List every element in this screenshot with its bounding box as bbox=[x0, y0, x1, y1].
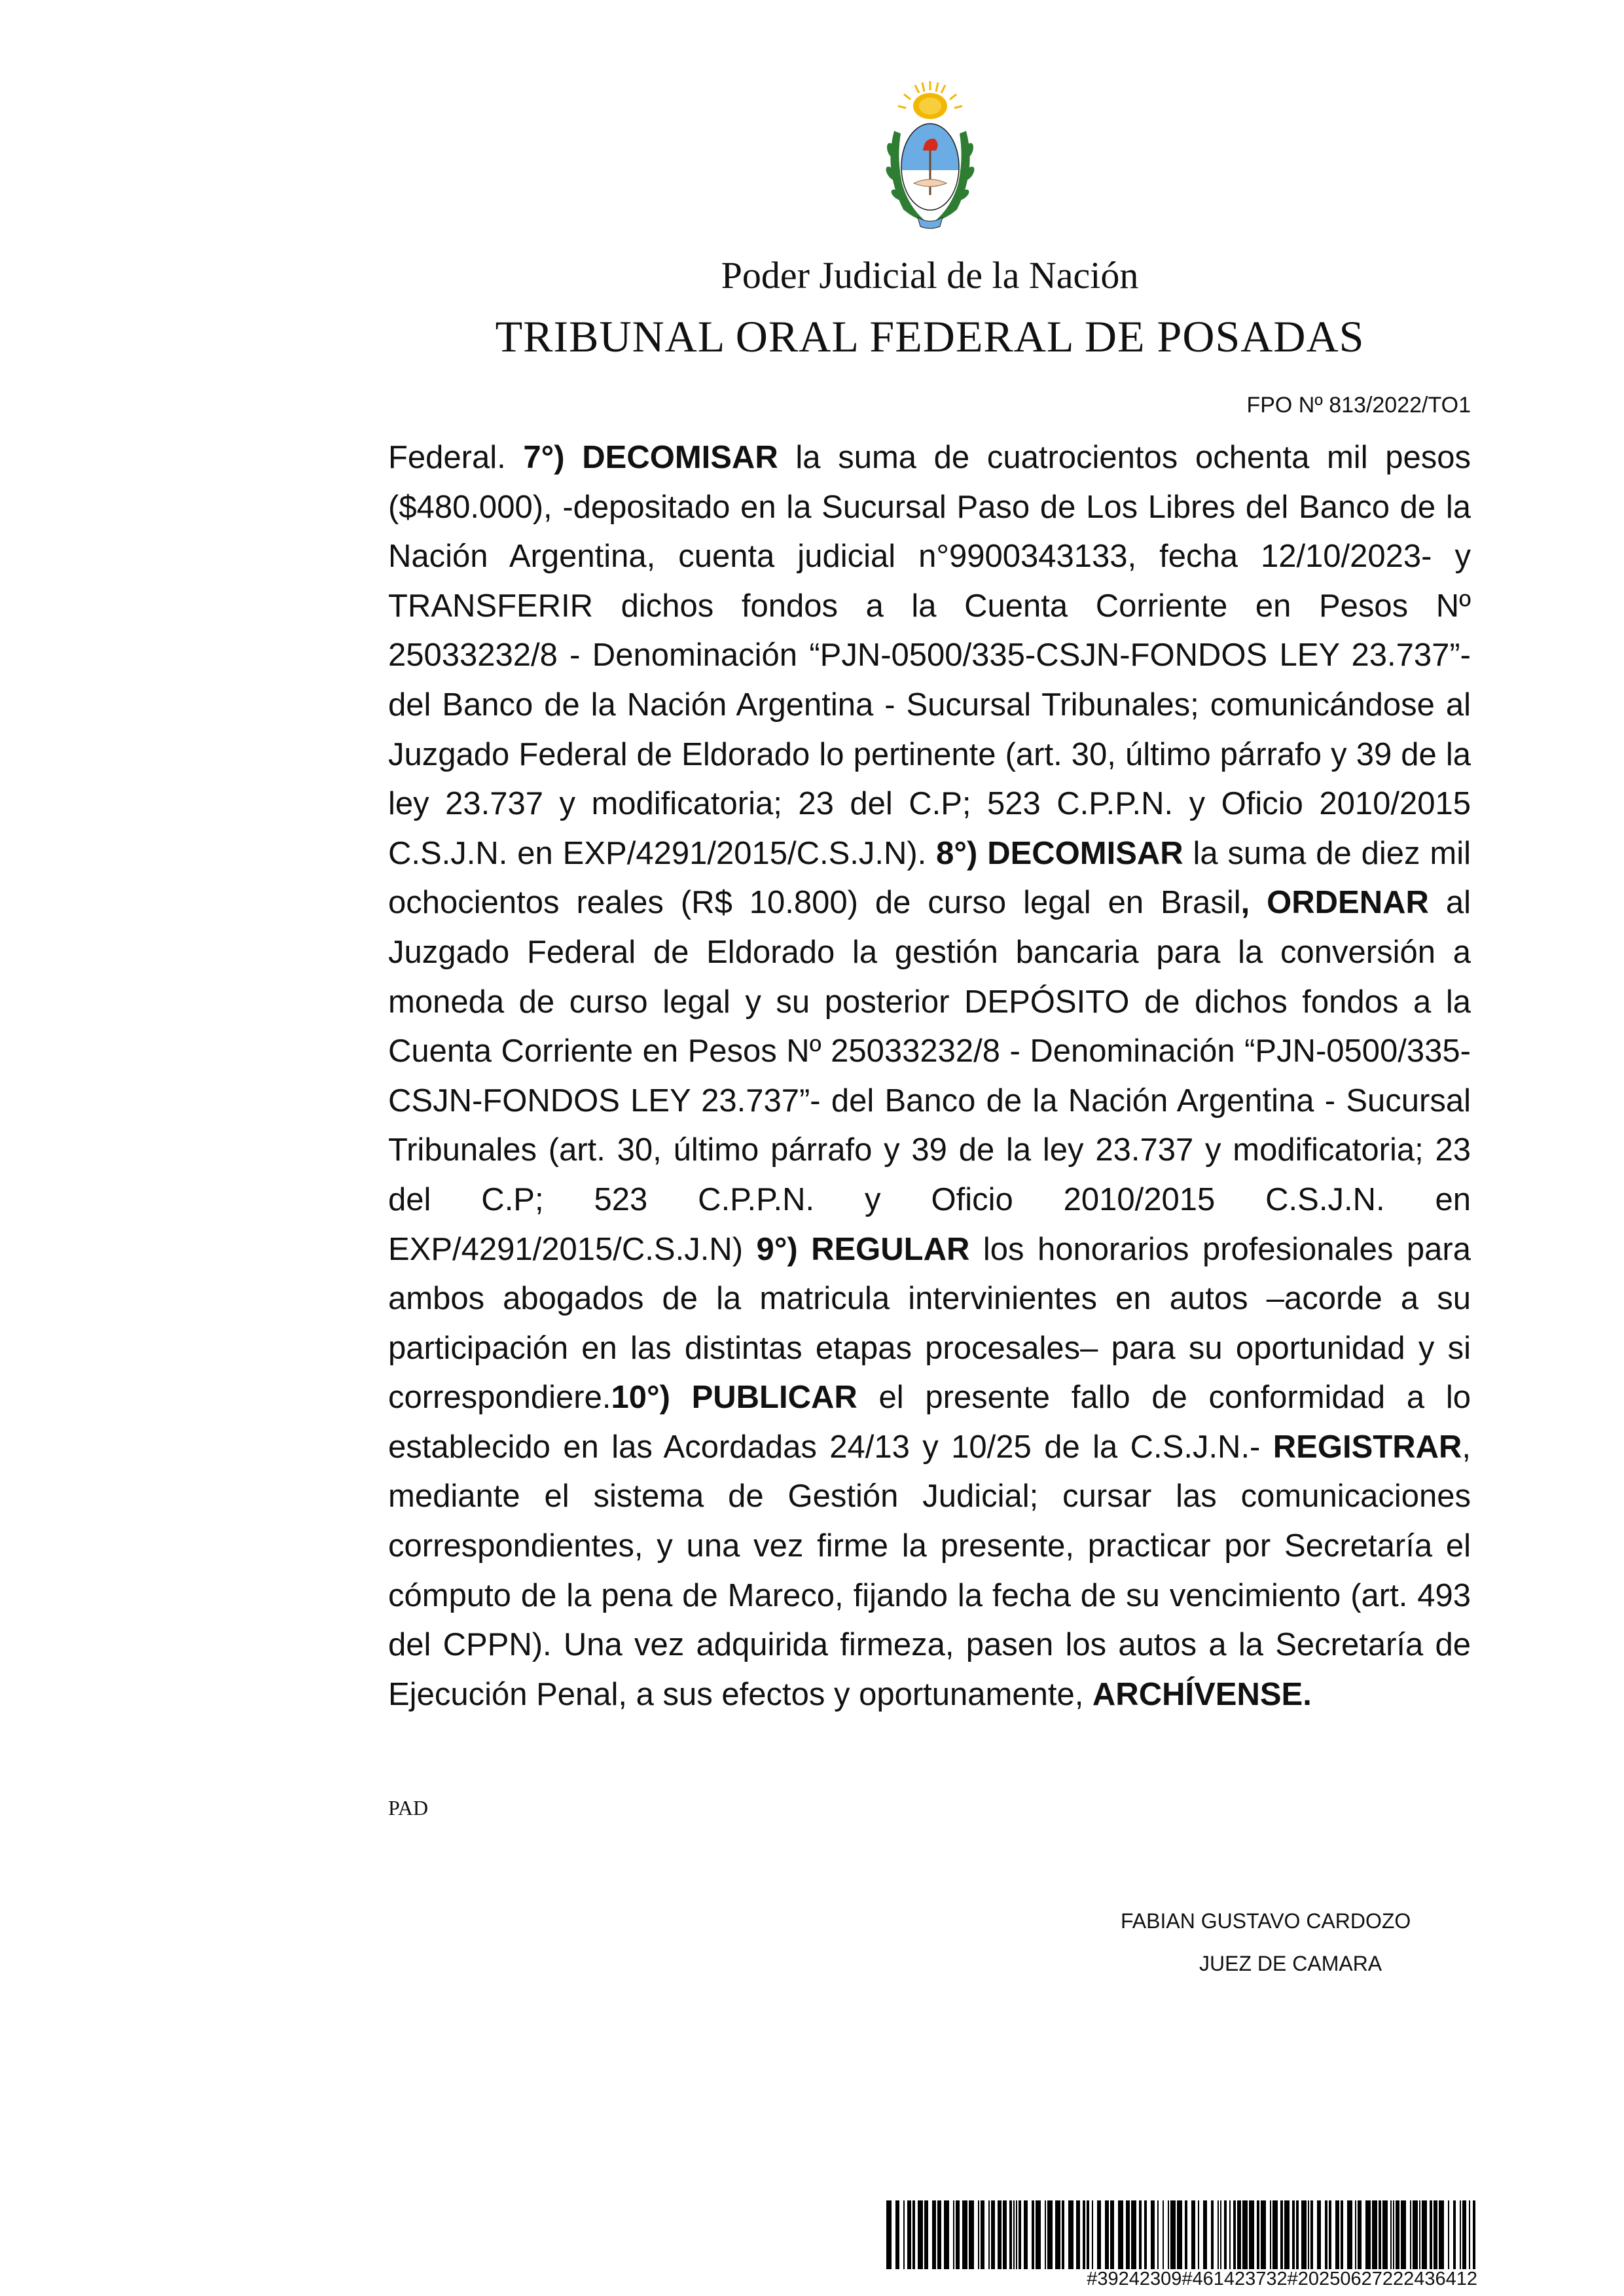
barcode-bar bbox=[1224, 2200, 1227, 2269]
institution-title: Poder Judicial de la Nación bbox=[721, 254, 1139, 296]
barcode-bar bbox=[1203, 2200, 1207, 2269]
barcode-bar bbox=[907, 2200, 911, 2269]
barcode-bar bbox=[1382, 2200, 1388, 2269]
barcode-bar bbox=[1045, 2200, 1046, 2269]
barcode-bar bbox=[944, 2200, 949, 2269]
coat-of-arms-icon bbox=[875, 79, 986, 236]
barcode-bar bbox=[1292, 2200, 1295, 2269]
barcode-bar bbox=[1144, 2200, 1147, 2269]
barcode-bar bbox=[886, 2200, 892, 2269]
barcode-bar bbox=[1055, 2200, 1060, 2269]
barcode-bar bbox=[1460, 2200, 1461, 2269]
barcode-bar bbox=[1396, 2200, 1399, 2269]
barcode-bar bbox=[1393, 2200, 1394, 2269]
resolution-paragraph bbox=[388, 433, 1471, 1719]
barcode-bar bbox=[1280, 2200, 1283, 2269]
barcode-bar bbox=[1325, 2200, 1327, 2269]
barcode-bar bbox=[1301, 2200, 1307, 2269]
barcode-bar bbox=[1296, 2200, 1299, 2269]
barcode-bar bbox=[1272, 2200, 1278, 2269]
barcode-bar bbox=[953, 2200, 954, 2269]
barcode-bar bbox=[1335, 2200, 1339, 2269]
author-initials: PAD bbox=[388, 1796, 429, 1820]
barcode-bar bbox=[1410, 2200, 1411, 2269]
barcode-bar bbox=[1379, 2200, 1381, 2269]
barcode-bar bbox=[895, 2200, 899, 2269]
barcode-bar bbox=[1185, 2200, 1187, 2269]
text-run-bold: 8°) DECOMISAR bbox=[936, 835, 1183, 871]
barcode-bar bbox=[1076, 2200, 1080, 2269]
barcode-bar bbox=[1139, 2200, 1142, 2269]
signer-role: JUEZ DE CAMARA bbox=[1199, 1952, 1382, 1975]
text-run: la suma de cuatrocientos ochenta mil pesos ($480.000), -depositado en la Sucursal Paso de Los Libres del Banco de la Nación Argentina, cuenta judicial n°9900343133, fecha 12/10/2023- y TRANSFERIR dichos fondos a la Cuenta Corriente en Pesos Nº 25033232/8 - Denominación “PJN-0500/335-CSJN-FONDOS LEY 23.737”- del Banco de la Nación Argentina - Sucursal Tribunales; comunicándose al Juzgado Federal de Eldorado lo pertinente (art. 30, último párrafo y 39 de la ley 23.737 y modificatoria; 23 del C.P; 523 C.P.P.N. y Oficio 2010/2015 C.S.J.N. en EXP/4291/2015/C.S.J.N). bbox=[388, 440, 1471, 871]
signer-name: FABIAN GUSTAVO CARDOZO bbox=[1121, 1909, 1411, 1933]
barcode-bar bbox=[1237, 2200, 1241, 2269]
barcode-bar bbox=[918, 2200, 923, 2269]
barcode-bar bbox=[1242, 2200, 1248, 2269]
barcode-bar bbox=[1419, 2200, 1420, 2269]
text-run: el presente fallo de conformidad a lo establecido en las Acordadas 24/13 y 10/25 de la C.S.J.N.- bbox=[388, 1380, 1471, 1465]
barcode-bar bbox=[1177, 2200, 1182, 2269]
barcode-bar bbox=[1163, 2200, 1164, 2269]
barcode-bar bbox=[998, 2200, 1001, 2269]
barcode-bar bbox=[1462, 2200, 1466, 2269]
barcode-bar bbox=[924, 2200, 928, 2269]
barcode-bar bbox=[1390, 2200, 1392, 2269]
court-title: TRIBUNAL ORAL FEDERAL DE POSADAS bbox=[495, 312, 1365, 361]
barcode-bar bbox=[962, 2200, 967, 2269]
barcode-bar bbox=[1358, 2200, 1362, 2269]
barcode-bar bbox=[988, 2200, 990, 2269]
barcode-bar bbox=[1249, 2200, 1254, 2269]
barcode-bar bbox=[1003, 2200, 1007, 2269]
text-run-bold: REGISTRAR bbox=[1272, 1429, 1462, 1465]
barcode-bar bbox=[1473, 2200, 1475, 2269]
barcode-bar bbox=[1013, 2200, 1015, 2269]
barcode-bar bbox=[1131, 2200, 1136, 2269]
barcode-bar bbox=[1083, 2200, 1085, 2269]
barcode-bar bbox=[1198, 2200, 1199, 2269]
barcode-bar bbox=[1024, 2200, 1028, 2269]
text-run: , mediante el sistema de Gestión Judicial; cursar las comunicaciones correspondientes, y una vez firme la presente, practicar por Secretaría el cómputo de la pena de Mareco, fijando la fecha de su vencimiento (art. 493 del CPPN). Una vez adquirida firmeza, pasen los autos a la Secretaría de Ejecución Penal, a sus efectos y oportunamente, bbox=[388, 1429, 1471, 1712]
text-run-bold: ARCHÍVENSE. bbox=[1092, 1676, 1312, 1712]
barcode-bar bbox=[1016, 2200, 1017, 2269]
barcode-bar bbox=[1413, 2200, 1418, 2269]
barcode-bar bbox=[1036, 2200, 1041, 2269]
ribbon-icon bbox=[918, 217, 943, 228]
text-run: los honorarios profesionales para ambos abogados de la matricula intervinientes en autos –acorde a su participación en las distintas etapas procesales– para su oportunidad y si correspondiere. bbox=[388, 1231, 1471, 1416]
barcode-bar bbox=[1261, 2200, 1266, 2269]
barcode-bar bbox=[932, 2200, 936, 2269]
barcode-bar bbox=[1126, 2200, 1130, 2269]
text-run-bold: 7°) DECOMISAR bbox=[523, 440, 778, 475]
barcode-bar bbox=[1220, 2200, 1221, 2269]
barcode-bar bbox=[1168, 2200, 1169, 2269]
barcode-bar bbox=[1092, 2200, 1093, 2269]
barcode-bar bbox=[937, 2200, 941, 2269]
barcode-bar bbox=[1448, 2200, 1449, 2269]
barcode-bar bbox=[978, 2200, 979, 2269]
barcode-bar bbox=[1151, 2200, 1155, 2269]
barcode-bar bbox=[1257, 2200, 1259, 2269]
barcode-bar bbox=[1365, 2200, 1371, 2269]
barcode-bar bbox=[1118, 2200, 1123, 2269]
barcode-bar bbox=[903, 2200, 905, 2269]
barcode-bar bbox=[1110, 2200, 1114, 2269]
barcode-bar bbox=[1453, 2200, 1456, 2269]
barcode-bar bbox=[1047, 2200, 1053, 2269]
barcode-bar bbox=[1170, 2200, 1176, 2269]
barcode-bar bbox=[1157, 2200, 1159, 2269]
barcode-bar bbox=[1347, 2200, 1352, 2269]
text-run-bold: , ORDENAR bbox=[1240, 885, 1429, 921]
barcode-bar bbox=[1062, 2200, 1064, 2269]
barcode-bar bbox=[991, 2200, 995, 2269]
barcode-bar bbox=[1019, 2200, 1021, 2269]
barcode-bar bbox=[1087, 2200, 1089, 2269]
text-run: Federal. bbox=[388, 440, 524, 475]
barcode-bar bbox=[1009, 2200, 1012, 2269]
barcode-number: #39242309#461423732#20250627222436412 bbox=[1087, 2269, 1477, 2289]
file-number: FPO Nº 813/2022/TO1 bbox=[1246, 393, 1471, 418]
shield-icon bbox=[901, 124, 959, 213]
text-run: al Juzgado Federal de Eldorado la gestión bancaria para la conversión a moneda de curso legal y su posterior DEPÓSITO de dichos fondos a la Cuenta Corriente en Pesos Nº 25033232/8 - Denominación “PJN-0500/335-CSJN-FONDOS LEY 23.737”- del Banco de la Nación Argentina - Sucursal Tribunales (art. 30, último párrafo y 39 de la ley 23.737 y modificatoria; 23 del C.P; 523 C.P.P.N. y Oficio 2010/2015 C.S.J.N. en EXP/4291/2015/C.S.J.N) bbox=[388, 885, 1471, 1267]
barcode-bar bbox=[1032, 2200, 1034, 2269]
barcode-bar bbox=[1469, 2200, 1470, 2269]
barcode-bar bbox=[1430, 2200, 1432, 2269]
barcode-bar bbox=[1211, 2200, 1214, 2269]
barcode-bar bbox=[1439, 2200, 1444, 2269]
barcode-bar bbox=[1068, 2200, 1074, 2269]
barcode-bar bbox=[1229, 2200, 1231, 2269]
barcode-bar bbox=[1329, 2200, 1331, 2269]
barcode-bar bbox=[1097, 2200, 1101, 2269]
barcode-bar bbox=[912, 2200, 915, 2269]
sun-icon bbox=[898, 81, 962, 119]
barcode-bar bbox=[1355, 2200, 1356, 2269]
barcode-bar bbox=[1434, 2200, 1437, 2269]
barcode-bar bbox=[1372, 2200, 1377, 2269]
barcode-bar bbox=[1422, 2200, 1427, 2269]
text-run-bold: 9°) REGULAR bbox=[756, 1231, 970, 1267]
barcode-bar bbox=[1308, 2200, 1309, 2269]
barcode-bar bbox=[1401, 2200, 1406, 2269]
barcode-bar bbox=[981, 2200, 984, 2269]
barcode-bar bbox=[969, 2200, 974, 2269]
barcode-bar bbox=[1233, 2200, 1236, 2269]
barcode-bar bbox=[1284, 2200, 1290, 2269]
barcode-bar bbox=[1218, 2200, 1219, 2269]
barcode-bar bbox=[1341, 2200, 1343, 2269]
barcode-bar bbox=[1317, 2200, 1321, 2269]
barcode-bar bbox=[1105, 2200, 1109, 2269]
barcode-bar bbox=[1310, 2200, 1313, 2269]
barcode-bar bbox=[1270, 2200, 1271, 2269]
barcode-bar bbox=[1191, 2200, 1195, 2269]
text-run: la suma de diez mil ochocientos reales (R$ 10.800) de curso legal en Brasil bbox=[388, 835, 1471, 921]
barcode-bar bbox=[956, 2200, 960, 2269]
text-run-bold: 10°) PUBLICAR bbox=[611, 1380, 857, 1416]
barcode-icon bbox=[885, 2200, 1477, 2269]
